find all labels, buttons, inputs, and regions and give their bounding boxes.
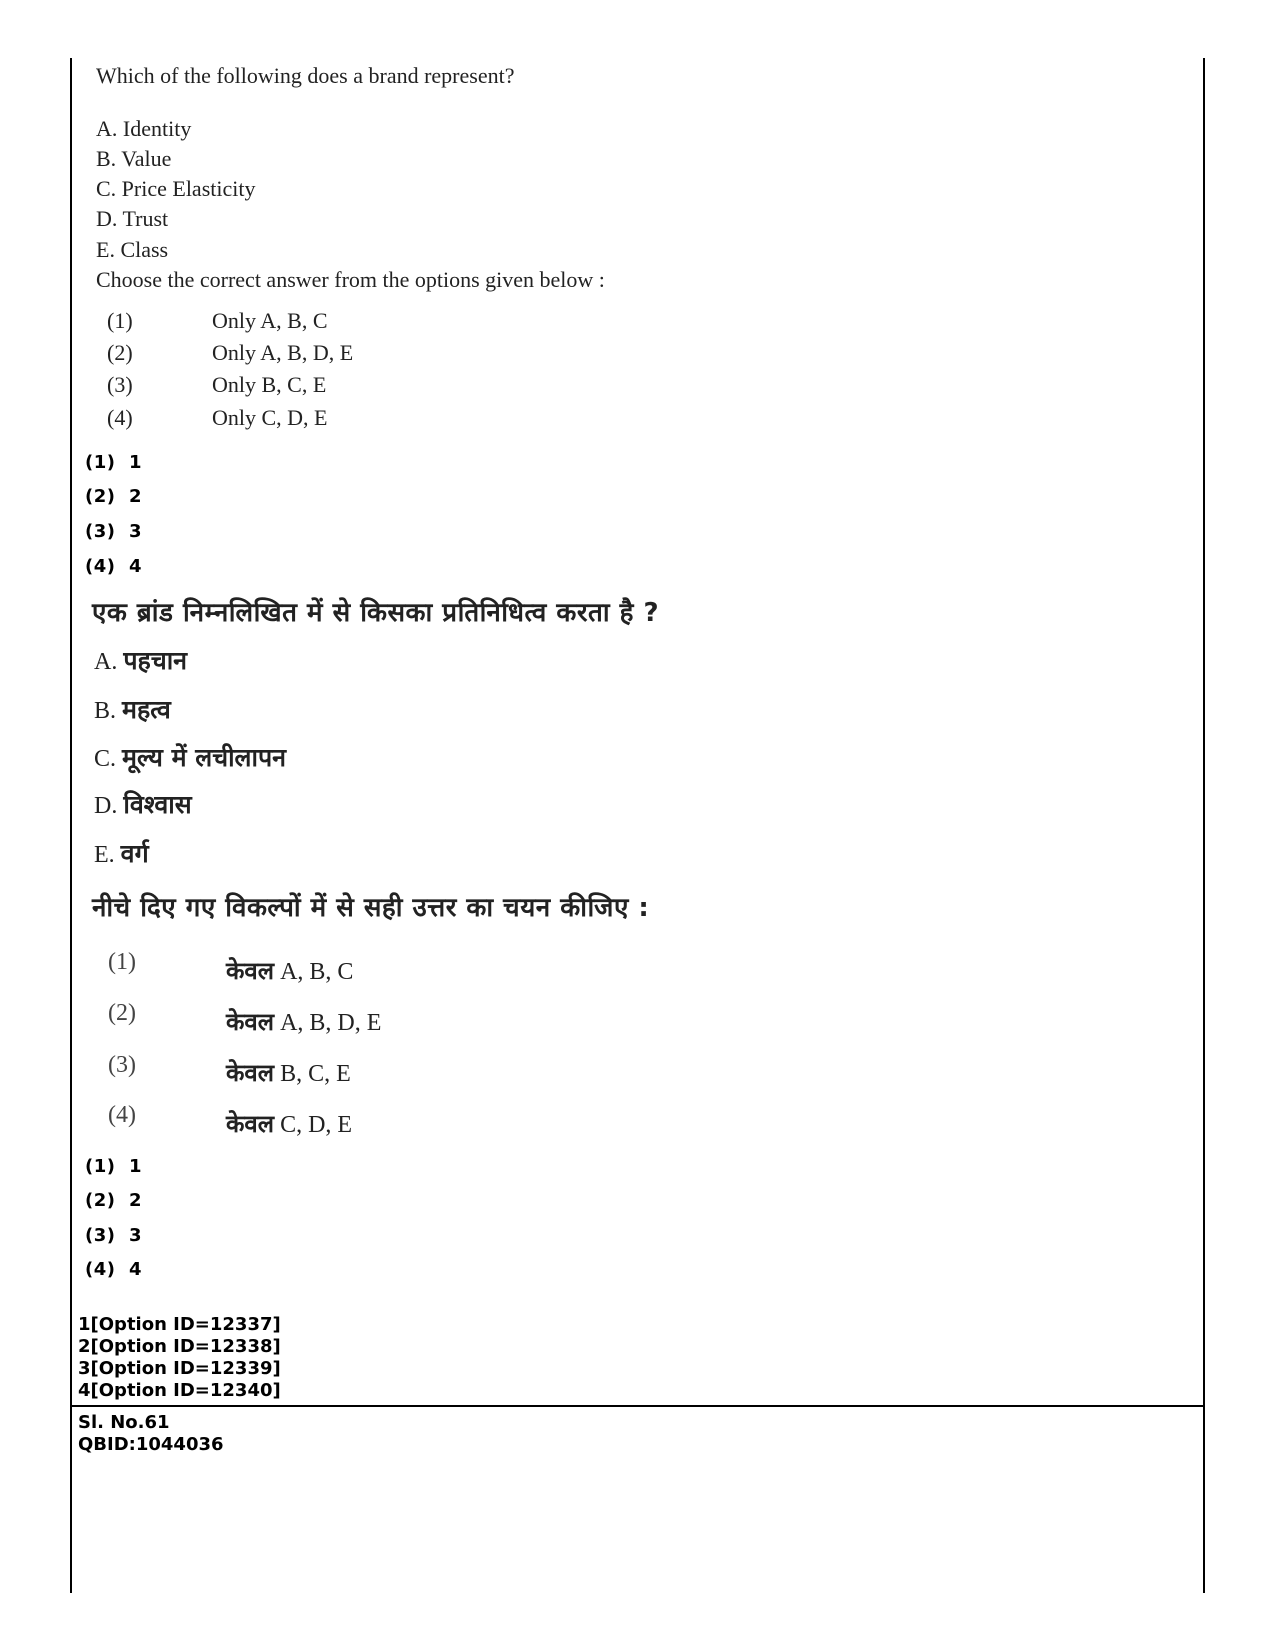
answer-option: (2) 2 xyxy=(85,486,143,507)
statement-hi-a xyxy=(94,643,187,677)
answer-option: (2) 2 xyxy=(85,1190,143,1211)
statement-label: E. xyxy=(94,842,115,868)
choice-word: केवल xyxy=(226,1059,275,1087)
question-english: Which of the following does a brand represent? xyxy=(96,63,515,88)
choice-letters: A, B, D, E xyxy=(280,1010,382,1036)
choice-num: (4) xyxy=(108,1102,136,1128)
statement-label: C. xyxy=(94,746,117,772)
statement-a: A. Identity xyxy=(96,116,192,141)
choice-num: (1) xyxy=(108,949,136,975)
instruction-hindi: नीचे दिए गए विकल्पों में से सही उत्तर का चयन कीजिए : xyxy=(92,893,650,923)
answer-option: (1) 1 xyxy=(85,1156,143,1177)
statement-d: D. Trust xyxy=(96,206,169,231)
choice-letters: C, D, E xyxy=(280,1112,353,1138)
answer-option: (3) 3 xyxy=(85,1225,143,1246)
choice-text xyxy=(226,1005,381,1038)
statement-text: विश्वास xyxy=(123,790,192,819)
option-id: 3[Option ID=12339] xyxy=(78,1358,281,1379)
statement-hi-c xyxy=(94,740,286,774)
statement-e: E. Class xyxy=(96,237,169,262)
next-question-header xyxy=(78,1412,224,1456)
statement-c: C. Price Elasticity xyxy=(96,176,256,201)
statement-hi-d xyxy=(94,787,192,821)
left-border xyxy=(70,58,72,1593)
option-id: 2[Option ID=12338] xyxy=(78,1336,281,1357)
choice-text: Only A, B, C xyxy=(212,308,328,333)
statement-hi-b xyxy=(94,692,171,726)
choice-text: Only C, D, E xyxy=(212,405,328,430)
statement-b: B. Value xyxy=(96,146,172,171)
choice-text xyxy=(226,1056,351,1089)
choice-num: (3) xyxy=(107,372,133,397)
statement-text: पहचान xyxy=(123,646,188,675)
answer-option: (3) 3 xyxy=(85,521,143,542)
choice-num: (2) xyxy=(108,1000,136,1026)
choice-num: (1) xyxy=(107,308,133,333)
choice-num: (4) xyxy=(107,405,133,430)
statement-text: वर्ग xyxy=(120,839,149,868)
choice-num: (3) xyxy=(108,1052,136,1078)
section-divider xyxy=(70,1405,1205,1407)
statement-text: महत्व xyxy=(122,695,171,724)
option-id: 4[Option ID=12340] xyxy=(78,1380,281,1401)
option-id-list xyxy=(78,1314,281,1402)
choice-text: Only A, B, D, E xyxy=(212,340,354,365)
choice-word: केवल xyxy=(226,1110,275,1138)
choice-text xyxy=(226,954,353,987)
statement-label: B. xyxy=(94,698,117,724)
right-border xyxy=(1203,58,1205,1593)
answer-option: (4) 4 xyxy=(85,556,143,577)
choice-letters: A, B, C xyxy=(280,959,354,985)
question-bank-id: QBID:1044036 xyxy=(78,1434,224,1455)
statement-hi-e xyxy=(94,836,149,870)
statement-label: D. xyxy=(94,793,118,819)
answer-option: (4) 4 xyxy=(85,1259,143,1280)
choice-word: केवल xyxy=(226,957,275,985)
instruction-english: Choose the correct answer from the options given below : xyxy=(96,267,605,292)
choice-text xyxy=(226,1107,352,1140)
serial-number: Sl. No.61 xyxy=(78,1412,170,1433)
answer-option: (1) 1 xyxy=(85,452,143,473)
statement-text: मूल्य में लचीलापन xyxy=(122,743,287,772)
question-hindi: एक ब्रांड निम्नलिखित में से किसका प्रतिनिधित्व करता है ? xyxy=(92,598,660,628)
statement-label: A. xyxy=(94,649,118,675)
choice-text: Only B, C, E xyxy=(212,372,327,397)
option-id: 1[Option ID=12337] xyxy=(78,1314,281,1335)
choice-num: (2) xyxy=(107,340,133,365)
choice-word: केवल xyxy=(226,1008,275,1036)
choice-letters: B, C, E xyxy=(280,1061,351,1087)
